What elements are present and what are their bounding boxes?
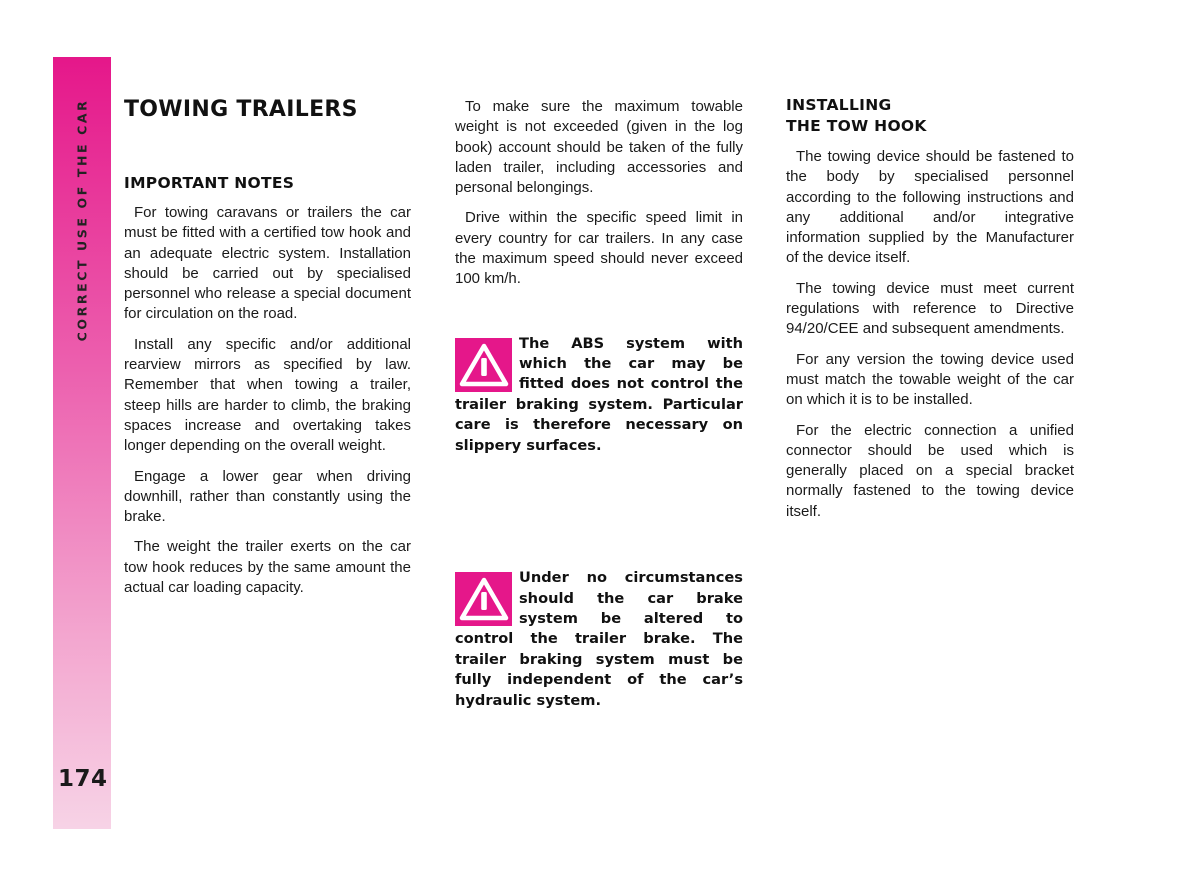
paragraph: Drive within the specific speed limit in every country for car trailers. In any case the maximum speed should never exceed 100 km/h. bbox=[455, 209, 743, 288]
paragraph: The weight the trailer exerts on the car tow hook reduces by the same amount the actual car loading capacity. bbox=[124, 538, 411, 597]
paragraph: For towing caravans or trailers the car must be fitted with a certified tow hook and an adequate electric system. Installation should be carried out by specialised personnel who release a special document for circulation on the road. bbox=[124, 204, 411, 323]
paragraph: To make sure the maximum towable weight is not exceeded (given in the log book) account should be taken of the fully laden trailer, including accessories and personal belongings. bbox=[455, 98, 743, 197]
warning-triangle-icon bbox=[455, 572, 512, 626]
paragraph: The towing device must meet current regulations with reference to Directive 94/20/CEE and subsequent amendments. bbox=[786, 279, 1074, 338]
warning-text: Under no circumstances should the car brake system be altered to control the trailer brake. The trailer braking system must be fully independent of the car’s hydraulic system. bbox=[455, 569, 743, 709]
paragraph: The towing device should be fastened to the body by specialised personnel according to the following instructions and any additional and/or integrative information supplied by the Manufacturer of the device itself. bbox=[786, 148, 1074, 267]
paragraph: Engage a lower gear when driving downhill, rather than constantly using the brake. bbox=[124, 467, 411, 526]
column-1 bbox=[124, 95, 411, 608]
column-2 bbox=[455, 95, 743, 711]
heading-line: THE TOW HOOK bbox=[786, 117, 927, 135]
paragraph: For the electric connection a unified connector should be used which is generally placed on a special bracket normally fastened to the towing device itself. bbox=[786, 421, 1074, 520]
warning-block-brake bbox=[455, 568, 743, 711]
section-heading-important-notes: IMPORTANT NOTES bbox=[124, 174, 295, 192]
warning-text: The ABS system with which the car may be fitted does not control the trailer braking system. Particular care is therefore necessary on slippery surfaces. bbox=[455, 334, 743, 454]
heading-line: INSTALLING bbox=[786, 96, 892, 114]
warning-block-abs bbox=[455, 334, 743, 456]
paragraph: For any version the towing device used must match the towable weight of the car on which it is to be installed. bbox=[786, 350, 1074, 409]
section-heading-installing bbox=[786, 95, 1074, 137]
warning-triangle-icon bbox=[455, 338, 512, 392]
page-number: 174 bbox=[58, 766, 108, 792]
column-3 bbox=[786, 95, 1074, 532]
page-title: TOWING TRAILERS bbox=[124, 97, 358, 122]
section-label: CORRECT USE OF THE CAR bbox=[74, 98, 90, 342]
paragraph: Install any specific and/or additional rearview mirrors as specified by law. Remember that when towing a trailer, steep hills are harder to climb, the braking spaces increase and overtaking takes longer depending on the overall weight. bbox=[124, 335, 411, 455]
